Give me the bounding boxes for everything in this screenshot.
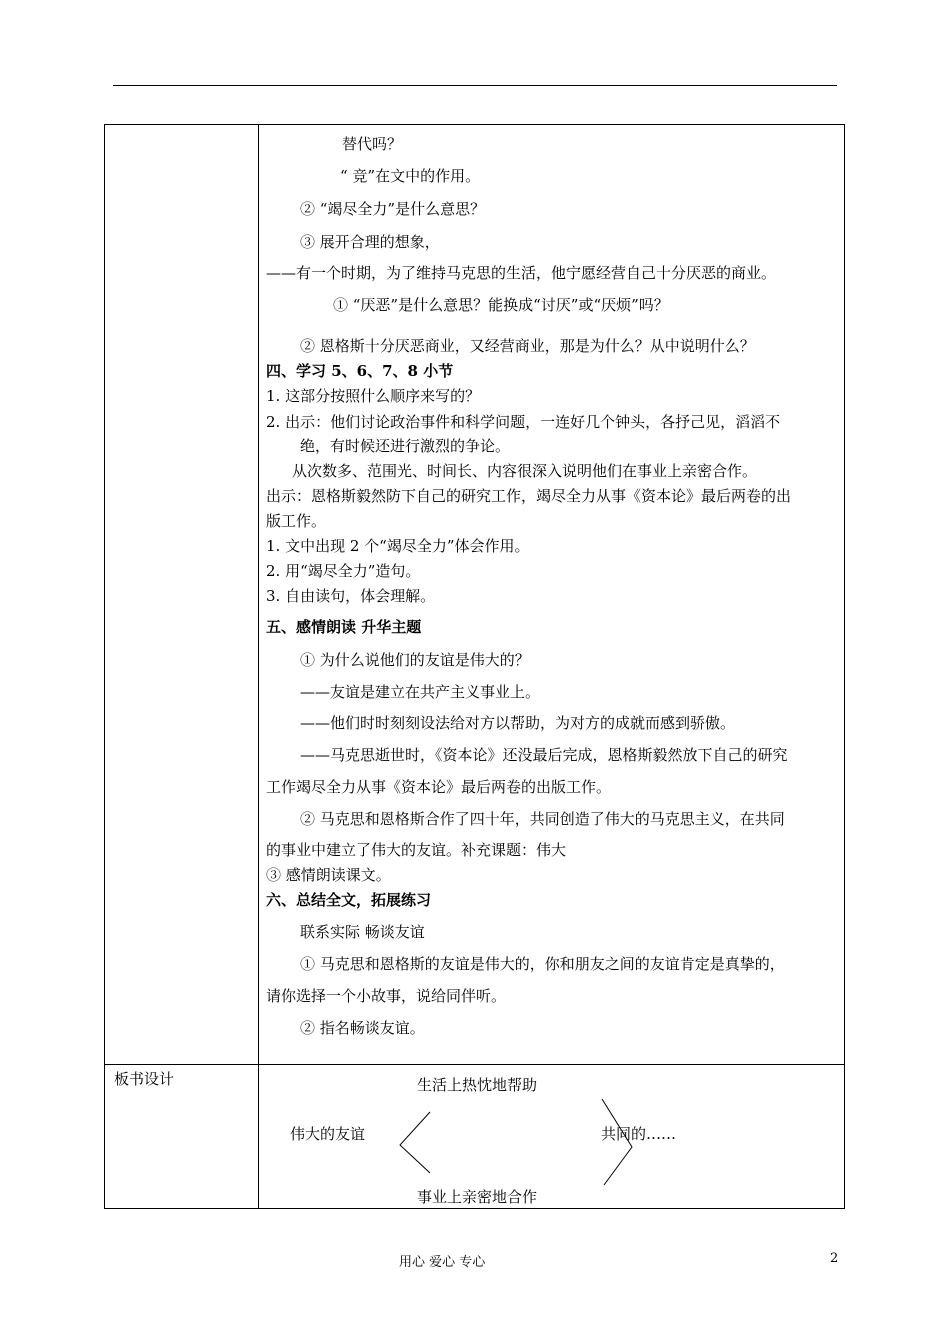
section-heading: 六、总结全文，拓展练习 (266, 891, 432, 909)
text-line: ③ 展开合理的想象， (300, 233, 440, 251)
board-top-text: 生活上热忱地帮助 (417, 1076, 538, 1094)
text-line: ② “竭尽全力”是什么意思？ (300, 200, 486, 218)
text-line: ——友谊是建立在共产主义事业上。 (300, 683, 541, 701)
section-heading: 五、感情朗读 升华主题 (266, 618, 422, 636)
text-line: ——马克思逝世时，《资本论》还没最后完成，恩格斯毅然放下自己的研究 (300, 746, 788, 764)
text-line: ① 马克思和恩格斯的友谊是伟大的，你和朋友之间的友谊肯定是真挚的， (300, 955, 785, 973)
text-line: ② 指名畅谈友谊。 (300, 1019, 425, 1037)
section-heading: 四、学习 5、6、7、8 小节 (266, 362, 454, 380)
text-line: ——他们时时刻刻设法给对方以帮助，为对方的成就而感到骄傲。 (300, 714, 736, 732)
text-line: ③ 感情朗读课文。 (266, 866, 391, 884)
text-line: 绝，有时候还进行激烈的争论。 (300, 437, 511, 455)
list-item: 1. 这部分按照什么顺序来写的？ (266, 387, 481, 405)
header-rule (113, 85, 837, 86)
page-number: 2 (830, 1251, 839, 1266)
text-line: ② 恩格斯十分厌恶商业，又经营商业，那是为什么？从中说明什么？ (300, 337, 755, 355)
list-item: 1. 文中出现 2 个“竭尽全力”体会作用。 (266, 537, 530, 555)
board-right-text: 共同的…… (601, 1125, 677, 1143)
text-line: 版工作。 (266, 512, 327, 530)
text-line: ② 马克思和恩格斯合作了四十年，共同创造了伟大的马克思主义，在共同 (300, 810, 785, 828)
text-line: ——有一个时期，为了维持马克思的生活，他宁愿经营自己十分厌恶的商业。 (266, 264, 777, 282)
text-line: ① 为什么说他们的友谊是伟大的？ (300, 651, 530, 669)
text-line: 出示：恩格斯毅然防下自己的研究工作，竭尽全力从事《资本论》最后两卷的出 (266, 487, 792, 505)
text-line: 替代吗？ (342, 135, 403, 153)
text-line: 工作竭尽全力从事《资本论》最后两卷的出版工作。 (266, 778, 612, 796)
list-item: 2. 出示：他们讨论政治事件和科学问题，一连好几个钟头，各抒己见，滔滔不 (266, 413, 781, 431)
text-line: 的事业中建立了伟大的友谊。补充课题：伟大 (266, 841, 567, 859)
footer-motto: 用心 爱心 专心 (399, 1255, 486, 1270)
text-line: 从次数多、范围光、时间长、内容很深入说明他们在事业上亲密合作。 (292, 462, 758, 480)
board-left-text: 伟大的友谊 (290, 1125, 366, 1143)
list-item: 2. 用“竭尽全力”造句。 (266, 562, 421, 580)
text-line: 请你选择一个小故事，说给同伴听。 (266, 987, 507, 1005)
text-line: “ 竞”在文中的作用。 (340, 167, 481, 185)
list-item: 3. 自由读句，体会理解。 (266, 587, 436, 605)
column-divider (258, 125, 259, 1208)
board-design-label: 板书设计 (114, 1070, 175, 1088)
text-line: 联系实际 畅谈友谊 (300, 923, 425, 941)
board-bottom-text: 事业上亲密地合作 (417, 1188, 538, 1206)
text-line: ① “厌恶”是什么意思？能换成“讨厌”或“厌烦”吗？ (333, 296, 669, 314)
row-divider (105, 1064, 844, 1065)
